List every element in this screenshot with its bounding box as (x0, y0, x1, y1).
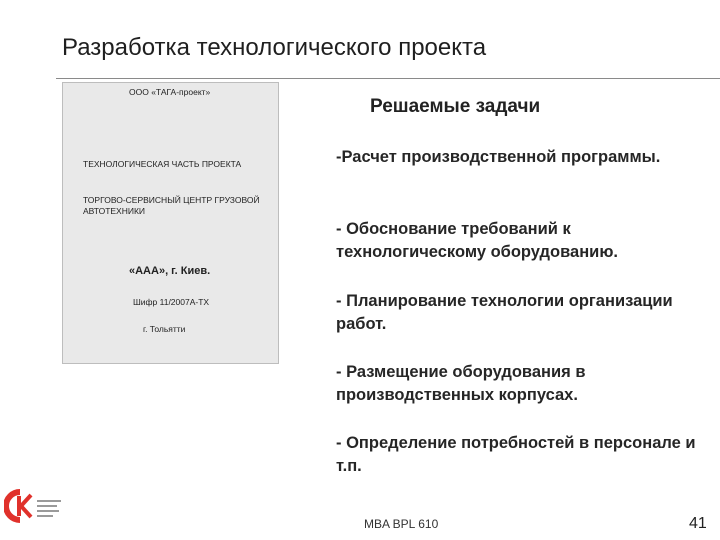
title-divider (56, 78, 720, 79)
document-city: «ААА», г. Киев. (129, 265, 211, 277)
footer-text: MBA BPL 610 (364, 517, 439, 531)
university-logo-icon (4, 486, 64, 526)
document-town: г. Тольятти (143, 324, 186, 334)
task-item: - Определение потребностей в персонале и т.п. (336, 434, 696, 475)
slide-title: Разработка технологического проекта (62, 34, 487, 61)
task-item: - Обоснование требований к технологическому оборудованию. (336, 220, 618, 261)
tasks-heading: Решаемые задачи (370, 96, 541, 117)
document-part: ТЕХНОЛОГИЧЕСКАЯ ЧАСТЬ ПРОЕКТА (83, 159, 242, 169)
task-item: - Планирование технологии организации работ. (336, 292, 673, 333)
task-item: -Расчет производственной программы. (336, 148, 661, 166)
document-org: ООО «ТАГА-проект» (129, 87, 211, 97)
page-number: 41 (689, 515, 707, 532)
task-item: - Размещение оборудования в производственных корпусах. (336, 363, 586, 404)
document-code: Шифр 11/2007А-ТХ (133, 297, 210, 307)
document-cover-page (62, 82, 279, 364)
document-center: ТОРГОВО-СЕРВИСНЫЙ ЦЕНТР ГРУЗОВОЙ АВТОТЕХНИКИ (83, 195, 260, 216)
